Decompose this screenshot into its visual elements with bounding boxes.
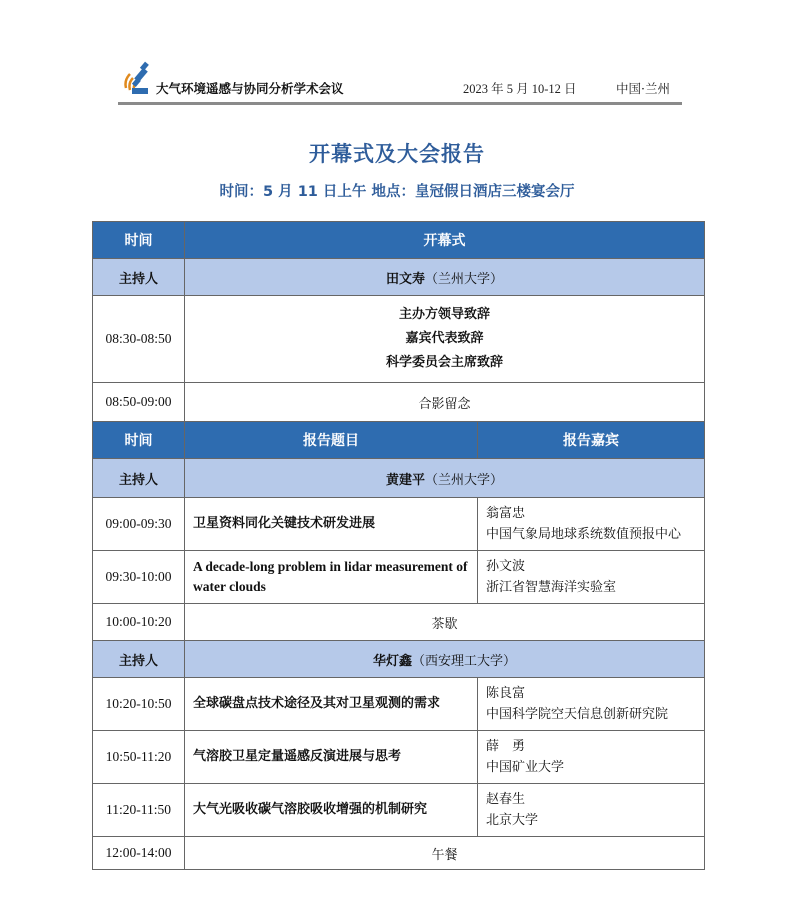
page-title: 开幕式及大会报告 [309,142,485,166]
schedule-table [92,221,705,870]
host-affiliation: （西安理工大学） [412,653,517,669]
host-name: 黄建平 [385,472,425,488]
time-cell: 08:30-08:50 [93,296,185,383]
page-subtitle: 时间：5 月 11 日上午 地点：皇冠假日酒店三楼宴会厅 [219,184,575,200]
speaker-name: 翁富忠 [486,506,526,521]
time-cell: 09:30-10:00 [93,551,185,604]
host-name: 华灯鑫 [372,653,412,669]
speaker-affiliation: 浙江省智慧海洋实验室 [486,580,617,595]
host-label: 主持人 [93,259,185,296]
table-row [93,837,705,870]
time-cell: 08:50-09:00 [93,383,185,422]
host-cell [185,259,705,296]
time-cell: 12:00-14:00 [93,837,185,870]
break-cell: 茶歇 [185,604,705,641]
speech-item: 主办方领导致辞 [398,307,490,322]
speaker-cell [478,731,705,784]
table-row [93,498,705,551]
speaker-name: 陈良富 [486,686,526,701]
speaker-cell [478,678,705,731]
table-row [93,678,705,731]
host-label: 主持人 [93,459,185,498]
speech-item: 科学委员会主席致辞 [385,355,503,370]
table-header-row [93,222,705,259]
table-row [93,296,705,383]
col-header-speaker: 报告嘉宾 [478,422,705,459]
talk-topic: 全球碳盘点技术途径及其对卫星观测的需求 [185,678,478,731]
table-row [93,551,705,604]
host-row [93,259,705,296]
host-name: 田文寿 [385,271,425,287]
time-cell: 10:50-11:20 [93,731,185,784]
speaker-affiliation: 中国气象局地球系统数值预报中心 [486,527,682,542]
break-cell: 午餐 [185,837,705,870]
table-header-row [93,422,705,459]
col-header-opening: 开幕式 [185,222,705,259]
time-cell: 10:20-10:50 [93,678,185,731]
talk-topic: 气溶胶卫星定量遥感反演进展与思考 [185,731,478,784]
speaker-cell [478,784,705,837]
host-affiliation: （兰州大学） [425,271,504,287]
talk-topic: 大气光吸收碳气溶胶吸收增强的机制研究 [185,784,478,837]
col-header-time: 时间 [93,422,185,459]
table-row [93,731,705,784]
table-row [93,604,705,641]
header-rule [118,102,682,105]
speeches-cell [185,296,705,383]
table-row [93,383,705,422]
speaker-cell [478,498,705,551]
photo-cell: 合影留念 [185,383,705,422]
speaker-name: 薛 勇 [486,739,526,754]
speaker-cell [478,551,705,604]
speaker-affiliation: 中国矿业大学 [486,760,565,775]
speech-item: 嘉宾代表致辞 [405,331,484,346]
time-cell: 09:00-09:30 [93,498,185,551]
talk-topic: 卫星资料同化关键技术研发进展 [185,498,478,551]
host-row [93,641,705,678]
speaker-affiliation: 北京大学 [486,813,539,828]
speaker-name: 孙文波 [486,559,526,574]
talk-topic: A decade-long problem in lidar measurement of water clouds [185,551,478,604]
time-cell: 10:00-10:20 [93,604,185,641]
host-row [93,459,705,498]
conference-location: 中国·兰州 [616,81,670,96]
conference-date: 2023 年 5 月 10-12 日 [463,82,577,96]
speaker-affiliation: 中国科学院空天信息创新研究院 [486,707,669,722]
host-label: 主持人 [93,641,185,678]
host-affiliation: （兰州大学） [425,472,504,488]
host-cell [185,641,705,678]
satellite-logo-icon [120,60,156,96]
table-row [93,784,705,837]
page-header [118,58,682,106]
speaker-name: 赵春生 [486,792,526,807]
time-cell: 11:20-11:50 [93,784,185,837]
col-header-time: 时间 [93,222,185,259]
host-cell [185,459,705,498]
conference-name: 大气环境遥感与协同分析学术会议 [156,81,344,96]
col-header-topic: 报告题目 [185,422,478,459]
